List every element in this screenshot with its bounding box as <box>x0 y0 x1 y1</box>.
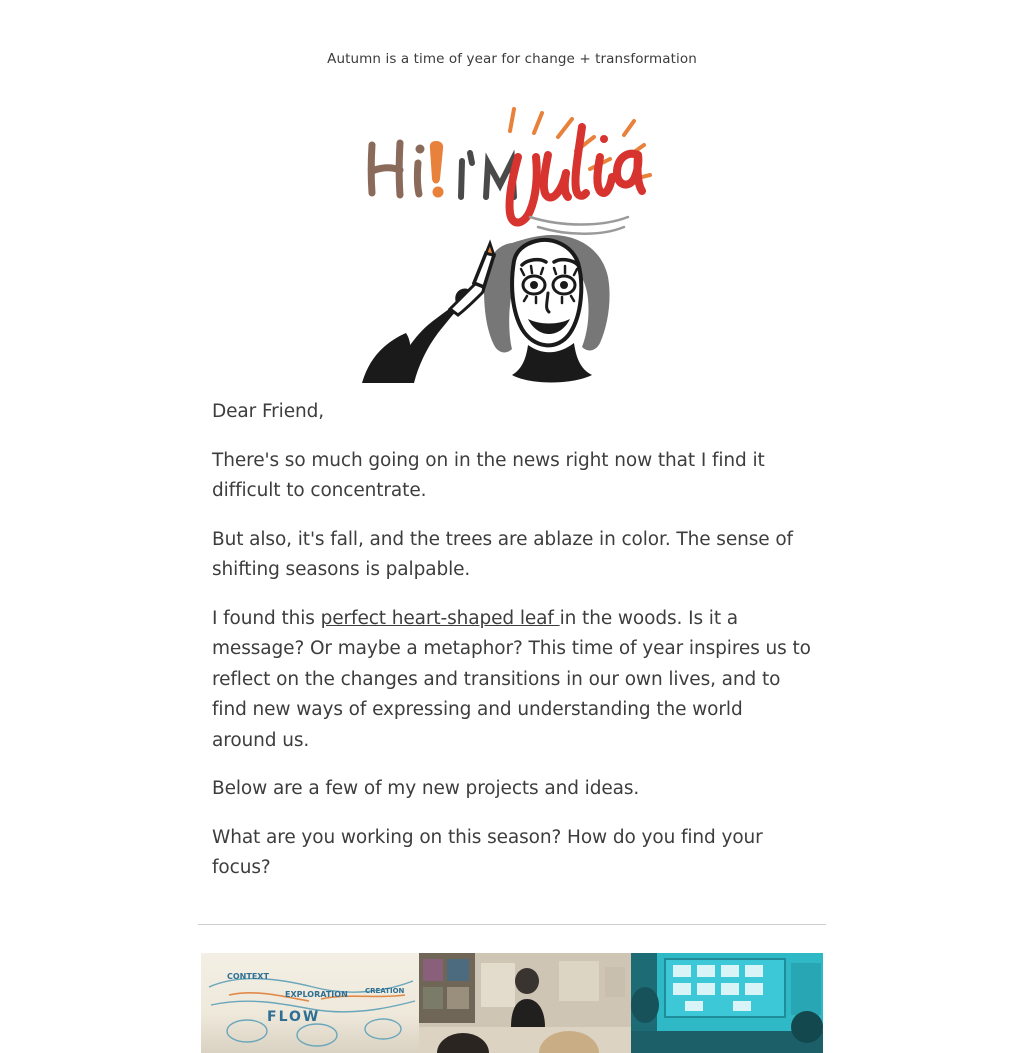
preheader-text: Autumn is a time of year for change + transformation <box>327 51 697 67</box>
heart-shaped-leaf-link[interactable]: perfect heart-shaped leaf <box>320 607 560 629</box>
svg-text:FLOW: FLOW <box>267 1008 321 1025</box>
svg-text:CONTEXT: CONTEXT <box>227 971 269 981</box>
paragraph-3-pre: I found this <box>212 607 321 629</box>
divider-container <box>198 924 826 925</box>
paragraph-3-post: in the woods. Is it a message? Or maybe a metaphor? This time of year inspires us to reflect on the changes and transitions in our own lives, and to find new ways of expressing and understanding the world around us. <box>212 607 811 751</box>
whiteboard-sketch-icon <box>201 953 419 1053</box>
presenter-at-workshop-photo[interactable] <box>419 953 631 1053</box>
cyan-screen-workshop-photo[interactable] <box>631 953 823 1053</box>
presenter-scene-icon <box>419 953 631 1053</box>
photo-strip <box>201 953 823 1053</box>
paragraph-2: But also, it's fall, and the trees are ablaze in color. The sense of shifting seasons is palpable. <box>212 528 793 580</box>
horizontal-divider <box>198 924 826 925</box>
paragraph-5: What are you working on this season? How do you find your focus? <box>212 826 763 878</box>
hi-im-julia-illustration <box>362 93 662 383</box>
paragraph-4: Below are a few of my new projects and ideas. <box>212 778 640 799</box>
hero-illustration-container <box>0 93 1024 383</box>
svg-text:CREATION: CREATION <box>365 986 405 995</box>
cyan-screen-icon <box>631 953 823 1053</box>
greeting-paragraph: Dear Friend, <box>212 401 325 422</box>
email-body <box>212 383 812 884</box>
hi-im-julia-icon <box>362 93 662 383</box>
whiteboard-sketch-photo[interactable] <box>201 953 419 1053</box>
svg-text:EXPLORATION: EXPLORATION <box>285 989 348 999</box>
paragraph-1: There's so much going on in the news right now that I find it difficult to concentrate. <box>212 449 765 501</box>
paragraph-3 <box>212 604 812 757</box>
